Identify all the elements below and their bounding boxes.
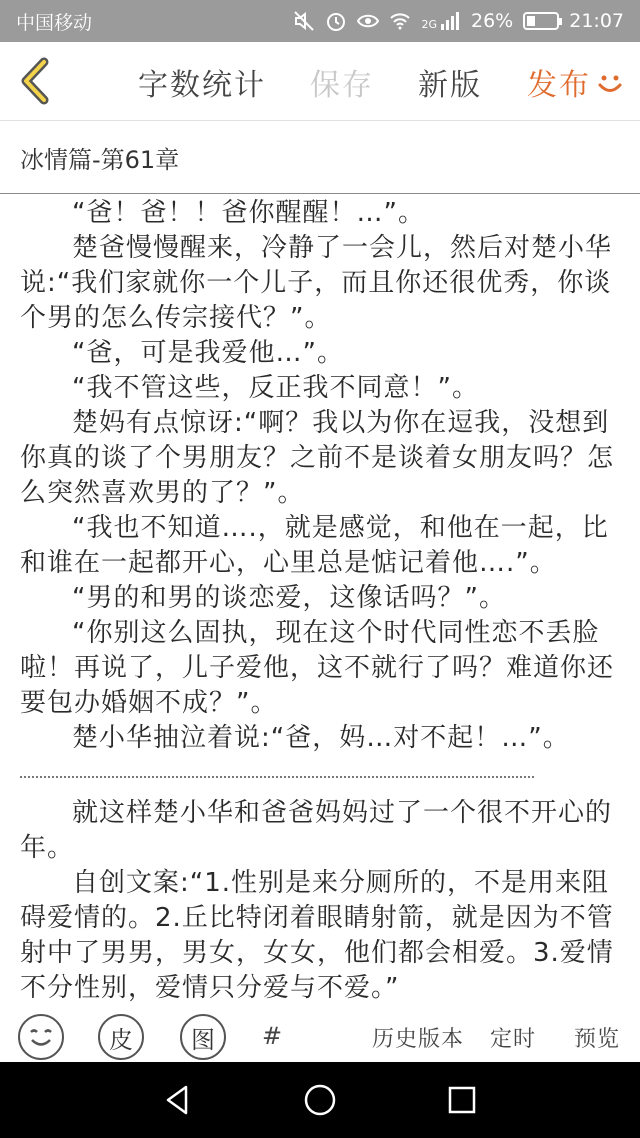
paragraph: 自创文案:“1.性别是来分厕所的，不是用来阻碍爱情的。2.丘比特闭着眼睛射箭，就是因为不管射中了男男，男女，女女，他们都会相爱。3.爱情不分性别，爱情只分爱与不爱。” [20, 868, 614, 1003]
paragraph: 楚妈有点惊讶:“啊？我以为你在逗我，没想到你真的谈了个男朋友？之前不是谈着女朋友吗？怎么突然喜欢男的了？”。 [20, 408, 615, 508]
mute-icon [293, 10, 315, 32]
carrier-label: 中国移动 [16, 11, 93, 34]
eye-icon [357, 10, 379, 32]
skin-button[interactable] [98, 1014, 144, 1060]
system-nav-bar [0, 1062, 640, 1138]
signal-icon [439, 10, 461, 32]
wink-emoji-icon [21, 1017, 61, 1057]
editor-toolbar [0, 42, 640, 120]
alarm-icon [325, 10, 347, 32]
publish-button[interactable]: 发布 [527, 68, 591, 103]
skin-label: 皮 [109, 1025, 133, 1054]
paragraph: “我也不知道….，就是感觉，和他在一起，比和谁在一起都开心，心里总是惦记着他….”。 [20, 513, 609, 578]
paragraph: “你别这么固执，现在这个时代同性恋不丢脸啦！再说了，儿子爱他，这不就行了吗？难道你还要包办婚姻不成？”。 [20, 618, 615, 718]
history-version-button[interactable]: 历史版本 [372, 1027, 465, 1052]
status-bar [0, 0, 640, 42]
wifi-icon [389, 10, 411, 32]
smile-icon[interactable] [595, 68, 625, 98]
battery-icon [523, 12, 559, 30]
paragraph: “我不管这些，反正我不同意！”。 [72, 373, 479, 403]
nav-recent-icon[interactable] [444, 1082, 480, 1118]
word-count-button[interactable]: 字数统计 [138, 68, 266, 103]
battery-percent: 26% [471, 10, 514, 32]
save-button[interactable]: 保存 [310, 68, 374, 103]
chevron-left-icon[interactable] [14, 56, 54, 106]
network-label: 2G [421, 18, 437, 31]
paragraph: 就这样楚小华和爸爸妈妈过了一个很不开心的年。 [20, 798, 613, 863]
image-button[interactable] [180, 1014, 226, 1060]
chapter-title-field[interactable] [0, 120, 640, 194]
content-divider [20, 776, 534, 778]
timer-button[interactable]: 定时 [490, 1027, 537, 1052]
content-editor[interactable] [20, 196, 624, 1006]
status-icons [293, 10, 624, 32]
paragraph: 楚小华抽泣着说:“爸，妈…对不起！…”。 [72, 723, 570, 753]
bottom-toolbar [0, 1006, 640, 1062]
content-before-divider [20, 196, 624, 756]
chapter-title: 冰情篇-第61章 [20, 145, 180, 174]
nav-home-icon[interactable] [302, 1082, 338, 1118]
image-label: 图 [191, 1025, 215, 1054]
clock: 21:07 [569, 10, 624, 32]
paragraph: “爸，可是我爱他…”。 [72, 338, 344, 368]
paragraph: “男的和男的谈恋爱，这像话吗？”。 [72, 583, 506, 613]
paragraph: 楚爸慢慢醒来，冷静了一会儿，然后对楚小华说:“我们家就你一个儿子，而且你还很优秀，你谈个男的怎么传宗接代？”。 [20, 233, 613, 333]
hashtag-button[interactable]: # [262, 1022, 283, 1050]
new-version-button[interactable]: 新版 [418, 68, 482, 103]
emoji-button[interactable] [18, 1014, 64, 1060]
paragraph: “爸！爸！！爸你醒醒！…”。 [72, 198, 425, 228]
content-after-divider [20, 796, 624, 1006]
nav-back-icon[interactable] [160, 1082, 196, 1118]
preview-button[interactable]: 预览 [574, 1027, 621, 1052]
